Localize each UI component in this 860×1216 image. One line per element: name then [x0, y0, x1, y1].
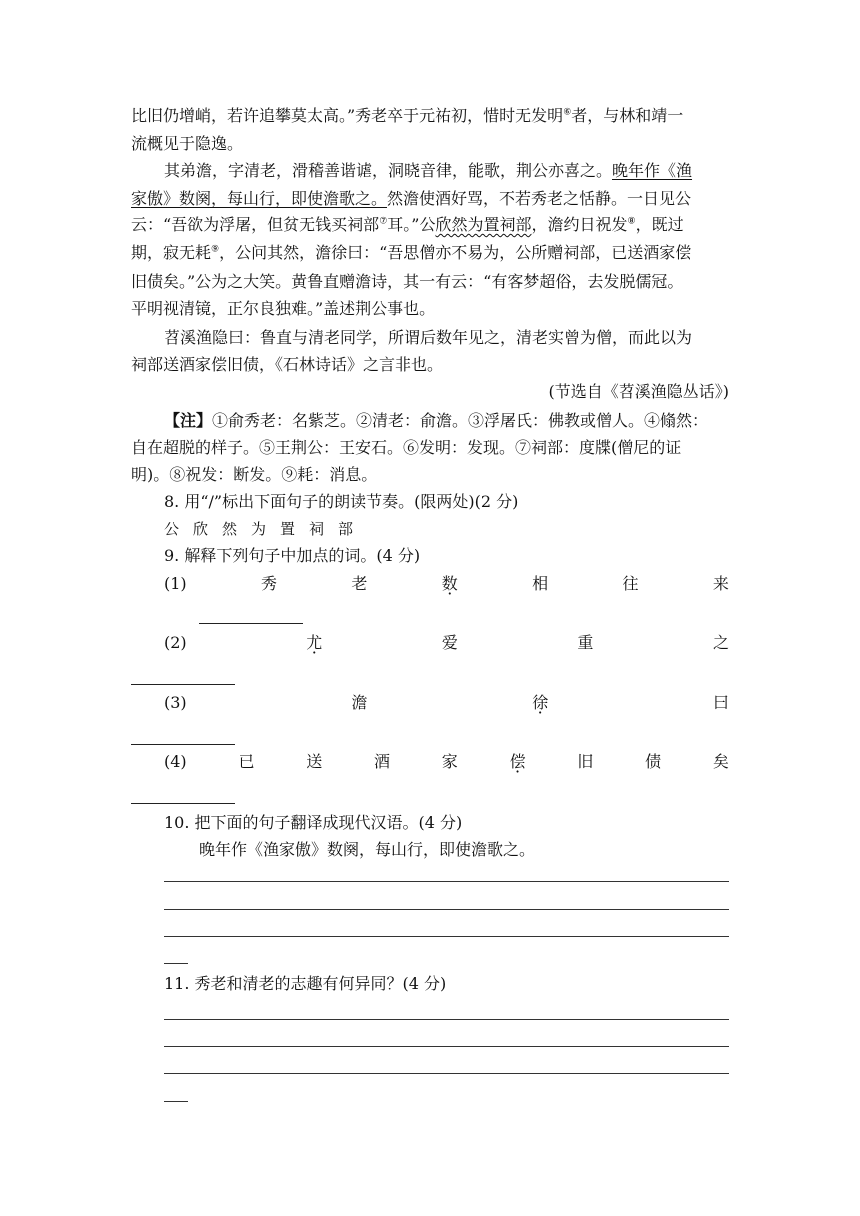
question-11-prompt: 11. 秀老和清老的志趣有何异同？(4 分) — [164, 974, 447, 993]
passage-line — [131, 215, 729, 235]
answer-line[interactable] — [164, 881, 729, 882]
footnote-ref: ⑨ — [211, 244, 220, 255]
passage-text: 期，寂无耗 — [131, 243, 212, 262]
q9-item-1 — [164, 574, 729, 594]
notes-line: 明)。⑧祝发：断发。⑨耗：消息。 — [131, 465, 378, 484]
dotted-char: 徐 · — [532, 693, 548, 713]
passage-line: 祠部送酒家偿旧债，《石林诗话》之言非也。 — [131, 355, 444, 374]
passage-text: 耳。”公 — [387, 215, 436, 234]
answer-line[interactable] — [164, 936, 729, 937]
underlined-sentence: 家傲》数阕，每山行，即使澹歌之。 — [131, 189, 388, 208]
char: 债 — [645, 752, 662, 771]
dotted-char: 偿 · — [510, 752, 526, 772]
char: 秀 — [261, 574, 278, 593]
notes-label: 【注】 — [164, 411, 213, 430]
passage-line — [131, 189, 729, 209]
footnote-ref: ⑧ — [627, 216, 636, 227]
item-number: (3) — [164, 693, 187, 712]
passage-text: ，公问其然，澹徐曰：“吾思僧亦不易为，公所赠祠部，已送酒家偿 — [219, 243, 692, 262]
notes-line: 自在超脱的样子。⑤王荆公：王安石。⑥发明：发现。⑦祠部：度牒(僧尼的证 — [131, 438, 682, 457]
char: 重 — [577, 633, 594, 652]
answer-line-end[interactable] — [164, 963, 188, 964]
char: 来 — [712, 574, 729, 593]
answer-blank-3[interactable] — [131, 744, 235, 745]
dotted-char: 数 · — [442, 574, 458, 594]
passage-text: ，澹约日祝发 — [531, 215, 628, 234]
footnote-ref: ⑦ — [379, 216, 388, 227]
passage-text: 其弟澹，字清老，滑稽善谐谑，洞晓音律，能歌，荆公亦喜之。 — [164, 161, 613, 180]
char: 矣 — [712, 752, 729, 771]
item-number: (4) — [164, 752, 187, 771]
char: 相 — [532, 574, 549, 593]
passage-line: 平明视清镜，正尔良独难。”盖述荆公事也。 — [131, 299, 436, 318]
char: 已 — [238, 752, 255, 771]
dotted-char: 尤 · — [306, 633, 322, 653]
answer-blank-2[interactable] — [131, 684, 235, 685]
passage-text: 者，与林和靖一 — [571, 106, 684, 125]
answer-line[interactable] — [164, 1019, 729, 1020]
notes-line — [164, 411, 729, 431]
question-8-prompt: 8. 用“/”标出下面句子的朗读节奏。(限两处)(2 分) — [164, 492, 519, 511]
answer-line-end[interactable] — [164, 1101, 188, 1102]
char: 家 — [441, 752, 458, 771]
char: 之 — [712, 633, 729, 652]
item-number: (2) — [164, 633, 187, 652]
q9-item-2 — [164, 633, 729, 653]
question-10-sentence: 晚年作《渔家傲》数阕，每山行，即使澹歌之。 — [199, 840, 536, 859]
answer-blank-4[interactable] — [131, 803, 235, 804]
passage-line — [131, 106, 729, 126]
passage-line: 苕溪渔隐曰：鲁直与清老同学，所谓后数年见之，清老实曾为僧，而此以为 — [164, 328, 693, 347]
char: 送 — [306, 752, 323, 771]
passage-line: 旧债矣。”公为之大笑。黄鲁直赠澹诗，其一有云：“有客梦超俗，去发脱儒冠。 — [131, 272, 684, 291]
char: 老 — [351, 574, 368, 593]
item-number: (1) — [164, 574, 187, 593]
char: 往 — [622, 574, 639, 593]
char: 旧 — [577, 752, 594, 771]
passage-text: 然澹使酒好骂，不若秀老之恬静。一日见公 — [387, 189, 692, 208]
wavy-underlined-phrase: 欣然为置祠部 — [435, 215, 532, 234]
passage-text: 比旧仍增峭，若许追攀莫太高。”秀老卒于元祐初，惜时无发明 — [131, 106, 564, 125]
answer-line[interactable] — [164, 909, 729, 910]
question-9-prompt: 9. 解释下列句子中加点的词。(4 分) — [164, 546, 421, 565]
underlined-sentence: 晚年作《渔 — [612, 161, 693, 180]
passage-text: ，既过 — [635, 215, 684, 234]
answer-blank-1[interactable] — [199, 623, 303, 624]
passage-line — [164, 161, 729, 181]
q9-item-3 — [164, 693, 729, 713]
passage-text: 云：“吾欲为浮屠，但贫无钱买祠部 — [131, 215, 380, 234]
char: 酒 — [374, 752, 391, 771]
passage-line — [131, 243, 729, 263]
char: 曰 — [712, 693, 729, 712]
answer-line[interactable] — [164, 1046, 729, 1047]
source-citation: (节选自《苕溪渔隐丛话》) — [548, 382, 729, 401]
passage-line: 流概见于隐逸。 — [131, 134, 244, 153]
footnote-ref: ⑥ — [563, 107, 572, 118]
question-10-prompt: 10. 把下面的句子翻译成现代汉语。(4 分) — [164, 813, 463, 832]
q9-item-4 — [164, 752, 729, 772]
answer-line[interactable] — [164, 1073, 729, 1074]
notes-text: ①俞秀老：名紫芝。②清老：俞澹。③浮屠氏：佛教或僧人。④翛然： — [212, 411, 709, 430]
char: 爱 — [441, 633, 458, 652]
question-8-sentence: 公欣然为置祠部 — [164, 520, 368, 538]
char: 澹 — [351, 693, 368, 712]
